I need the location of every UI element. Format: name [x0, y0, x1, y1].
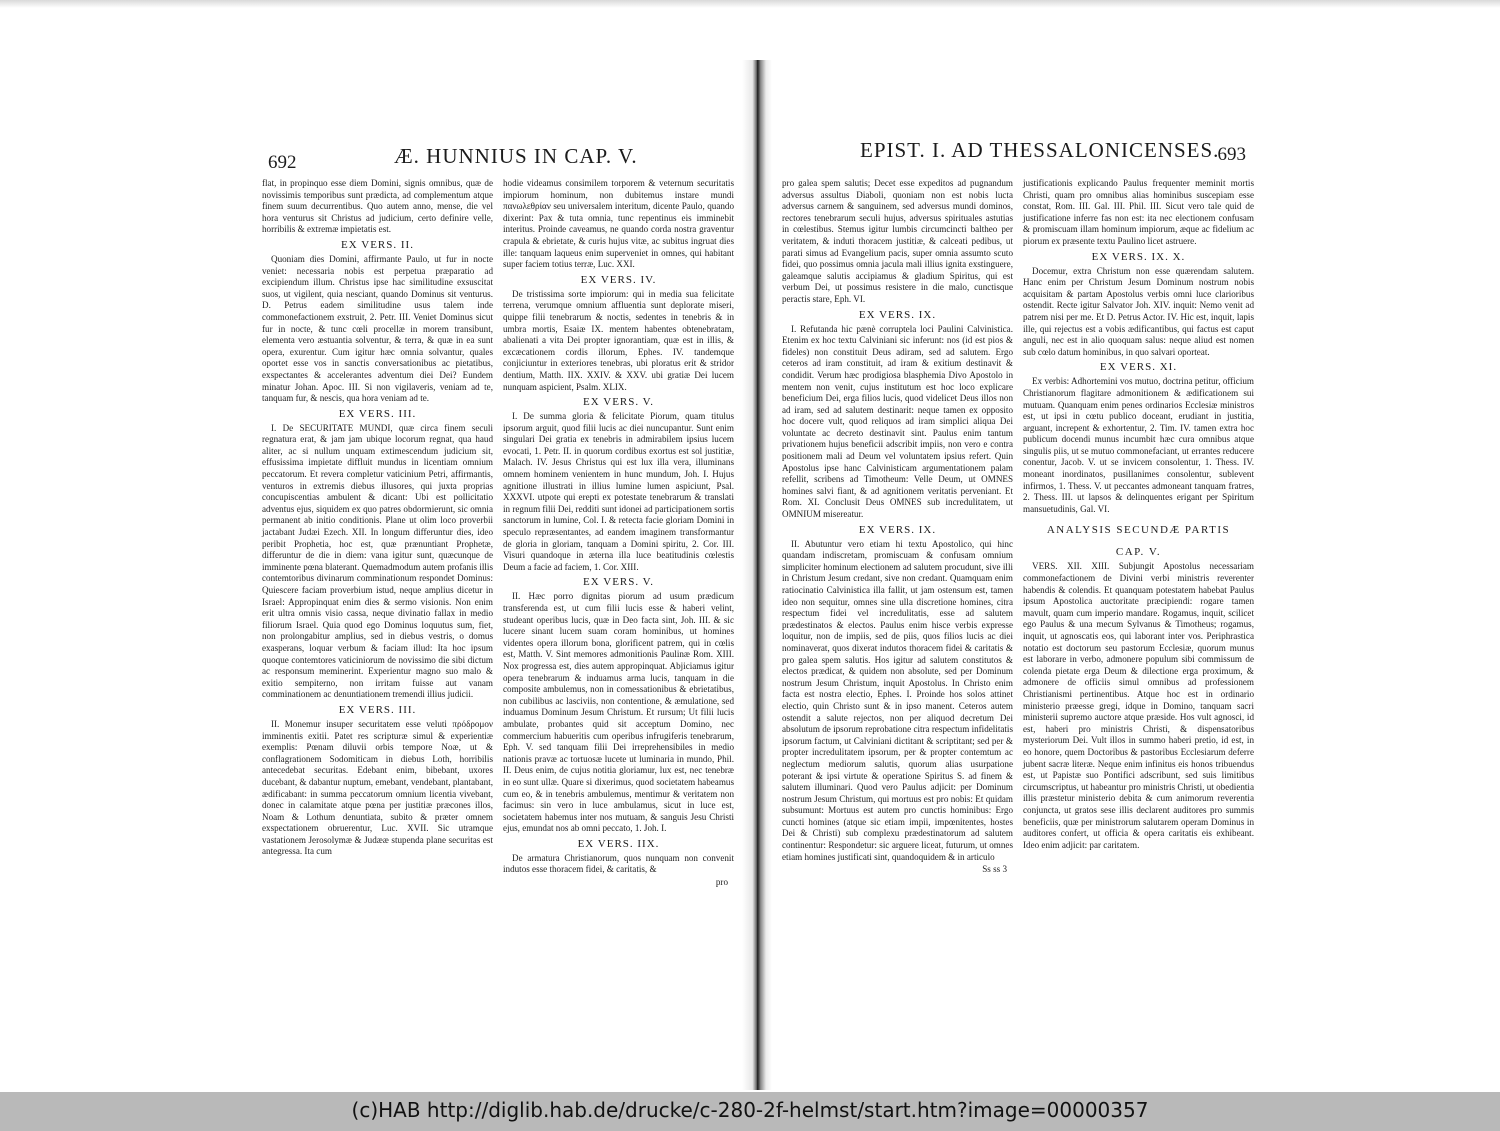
verse-heading: EX VERS. IX.	[858, 308, 937, 321]
paragraph: flat, in propinquo esse diem Domini, signis omnibus, quæ de novissimis temporibus sunt prædicta, ad complementum atque finem suum decurrentibus. Quo autem anno, mense, die vel hora venturus sit Christus ad judicium, certo definire velle, horribilis & extremæ impietatis est.	[262, 178, 493, 235]
left-page-number: 692	[268, 152, 297, 173]
scan-edge	[0, 0, 1500, 8]
paragraph: justificationis explicando Paulus frequenter meminit mortis Christi, quam pro omnibus alias hominibus suscepiam esse constat, Rom. III. Gal. III. Phil. III. Sicut vero tale quid de justificatione inferre fas non est: ita nec electionem confusam & promiscuam illam hominum impiorum, æque ac fidelium ac piorum ex præsente textu Paulino licet astruere.	[1023, 178, 1254, 246]
paragraph: pro galea spem salutis; Decet esse expeditos ad pugnandum adversus assultus Diaboli, quoniam non est nobis lucta adversus carnem & sanguinem, sed adversus mundi dominos, rectores tenebrarum seculi hujus, adversus spirituales astutias in cœlestibus. Stemus igitur lumbis circumcincti baltheo per veritatem, & induti thoracem justitiæ, & calceati pedibus, ut parati simus ad Evangelium pacis, super omnia assumto scuto fidei, quo possimus omnia jacula mali illius ignita exstinguere, galeamque salutis accipiamus & gladium Spiritus, qui est verbum Dei, ut possimus resistere in die malo, cunctisque peractis stare, Eph. VI.	[782, 178, 1013, 304]
copyright-url: (c)HAB http://diglib.hab.de/drucke/c-280-2f-helmst/start.htm?image=00000357	[351, 1098, 1149, 1122]
verse-heading: EX VERS. III.	[338, 407, 417, 420]
paragraph: II. Monemur insuper securitatem esse veluti πρόδρομον imminentis exitii. Patet res scripturæ simul & experientiæ exemplis: Pœnam diluvii orbis tempore Noæ, ut & conflagrationem Sodomiticam in diebus Loth, horribilis antecedebat securitas. Edebant enim, bibebant, uxores ducebant, & dabantur nuptum, emebant, vendebant, plantabant, ædificabant: in summa peccatorum omnium licentia vivebant, donec in calamitate atque pœna per justitiæ præcones illos, Noam & Lothum denuntiata, subito & præter omnem exspectationem obruerentur, Luc. XVII. Sic utramque vastationem Jerosolymæ & Judææ stupenda plane securitas est antegressa. Ita cum	[262, 718, 493, 857]
book-gutter	[742, 60, 772, 1090]
footer-bar	[0, 1092, 1500, 1131]
right-page	[782, 130, 1254, 1071]
left-running-head: Æ. HUNNIUS IN CAP. V.	[394, 144, 638, 168]
section-heading: CAP. V.	[1115, 546, 1162, 559]
paragraph: I. Refutanda hic pænè corruptela loci Paulini Calvinistica. Etenim ex hoc textu Calviniani sic inferunt: nos (id est pios & fideles) non constituit Deus adiram, sed ad salutem. Ergo ceteros ad iram constituit, ad iram & exitium destinavit & condidit. Verum hæc prodigiosa blasphemia Divo Apostolo in mentem non venit, cujus institutum est hoc loco explicare beneficium Dei, erga filios lucis, quod videlicet Deus illos non ad iram, sed ad salutem destinarit: neque tamen ex opposito hoc docere vult, quod reliquos ad iram simplici aliqua Dei voluntate ac decreto destinavit sint. Paulus enim tantum privationem hujus beneficii adscribit impiis, non vero e contra positionem mali ad Deum vel voluntatem ipsius refert. Quin Apostolus ipse hanc Calvinisticam argumentationem palam refellit, scribens ad Timotheum: Velle Deum, ut OMNES homines salvi fiant, & ad agnitionem veritatis perveniant. Et Rom. XI. Conclusit Deus OMNES sub incredulitatem, ut OMNIUM misereatur.	[782, 323, 1013, 520]
paragraph: hodie videamus consimilem torporem & veternum securitatis impiorum hominum, non dubitemus instare mundi πανωλεθρίαν seu universalem interitum, dicente Paulo, quando dixerint: Pax & tuta omnia, tunc repentinus eis imminebit interitus. Proinde caveamus, ne quando corda nostra graventur crapula & ebrietate, & curis hujus vitæ, ac subitus ingruat dies ille: tanquam laqueus enim superveniet in omnes, qui habitant super faciem totius terræ, Luc. XXI.	[503, 178, 734, 270]
verse-heading: EX VERS. IV.	[580, 273, 657, 286]
catchword: Ss ss 3	[982, 864, 1007, 875]
right-page-header	[782, 130, 1248, 178]
right-page-column-1	[782, 178, 1013, 876]
left-page-header	[262, 130, 734, 178]
verse-heading: EX VERS. IIX.	[577, 837, 660, 850]
verse-heading: EX VERS. V.	[583, 396, 654, 409]
verse-heading: EX VERS. III.	[338, 703, 417, 716]
right-page-column-2	[1023, 178, 1254, 876]
paragraph: Docemur, extra Christum non esse quærendam salutem. Hanc enim per Christum Jesum Dominum nostrum nobis acquisitam & partam Apostolus verbis omni luce clarioribus ostendit. Recte igitur Salvator Joh. XIV. inquit: Nemo venit ad patrem nisi per me. Et D. Petrus Actor. IV. Hic est, inquit, lapis ille, qui rejectus est a vobis ædificantibus, qui factus est caput anguli, nec est in alio quoquam salus: neque aliud est nomen sub cœlo datum hominibus, in quo salvari oporteat.	[1023, 265, 1254, 357]
verse-heading: EX VERS. IX.	[858, 523, 937, 536]
catchword: pro	[715, 877, 728, 888]
paragraph: De armatura Christianorum, quos nunquam non convenit indutos esse thoracem fidei, & caritatis, &	[503, 852, 734, 875]
right-running-head: EPIST. I. AD THESSALONICENSES.	[860, 138, 1220, 162]
right-page-number: 693	[1217, 144, 1246, 165]
verse-heading: EX VERS. V.	[583, 576, 654, 589]
verse-heading: EX VERS. XI.	[1099, 361, 1178, 374]
paragraph: VERS. XII. XIII. Subjungit Apostolus necessariam commonefactionem de Divini verbi ministris reverenter habendis & colendis. Et quanquam potestatem habebat Paulus ipsum Apostolica auctoritate præcipiendi: rogare tamen mavult, quam cum imperio mandare. Rogamus, inquit, scilicet ego Paulus & una mecum Sylvanus & Timotheus; rogamus, inquit, ut agnoscatis eos, qui laborant inter vos. Periphrastica notatio est doctorum seu pastorum Ecclesiæ, quorum munus est laborare in verbo, admonere populum sibi commissum de colenda pietate erga Deum & dilectione erga proximum, & admonere de officiis simul omnibus ad professionem Christianismi pertinentibus. Atque hoc est in ordinario ministerio præesse gregi, idque in Domino, tanquam sacri ministerii supremo auctore atque præside. Hos vult agnosci, id est, haberi pro ministris Christi, & dispensatoribus mysteriorum Dei. Vult illos in summo haberi pretio, id est, in eo honore, quem Doctoribus & pastoribus Ecclesiarum deferre jubent sacræ literæ. Neque enim infinitus eis honos tribuendus est, ut Papistæ suo Pontifici adscribunt, sed suis limitibus circumscriptus, ut habeantur pro ministris Christi, ut obedientia illis præstetur ministerio debita & cum animorum reverentia conjuncta, ut gratos sese illis declarent auditores pro summis beneficiis, quæ per ministrorum salutarem operam Dominus in auditores confert, ut officia & opera caritatis eis exhibeant. Ideo enim adjicit: par caritatem.	[1023, 561, 1254, 850]
section-heading: ANALYSIS SECUNDÆ PARTIS	[1046, 524, 1231, 537]
left-page-column-2	[503, 178, 734, 889]
paragraph: Ex verbis: Adhortemini vos mutuo, doctrina petitur, officium Christianorum flagitare admonitionem & ædificationem sui mutuam. Quanquam enim penes ordinarios Ecclesiæ ministros est, ut ipsi in cœtu publico doceant, erudiant in justitia, arguant, increpent & exhortentur, 2. Tim. IV. tamen extra hoc publicum docendi munus incumbit hæc cura omnibus atque singulis piis, ut se mutuo commonefaciant, ut errantes reducere conentur, Jacob. V. ut se invicem consolentur, 1. Thess. IV. moneant inordinatos, pusillanimes consolentur, sublevent infirmos, 1. Thess. V. ut peccantes admoneant tanquam fratres, 2. Thess. III. ut lapsos & delinquentes erigant per Spiritum mansuetudinis, Gal. VI.	[1023, 376, 1254, 514]
paragraph: Quoniam dies Domini, affirmante Paulo, ut fur in nocte veniet: necessaria nobis est perpetua præparatio ad excipiendum illum. Christus ipse hac similitudine exsuscitat suos, ut vigilent, quia nesciant, quando Dominus sit venturus. D. Petrus eadem similitudine usus talem inde commonefactionem exstruit, 2. Petr. III. Veniet Dominus sicut fur in nocte, & tunc cœli procellæ in morem transibunt, elementa vero æstuantia solventur, & terra, & quæ in ea sunt opera, exurentur. Cum igitur hæc omnia solvantur, quales oportet esse vos in sanctis conversationibus ac pietatibus, exspectantes & accelerantes adventum diei Dei? Eundem minatur Johan. Apoc. III. Si non vigilaveris, veniam ad te, tanquam fur, & nescis, qua hora veniam ad te.	[262, 253, 493, 404]
verse-heading: EX VERS. IX. X.	[1091, 250, 1186, 263]
paragraph: II. Hæc porro dignitas piorum ad usum prædicum transferenda est, ut cum filii lucis esse & haberi velint, studeant operibus lucis, quæ in Deo facta sint, Joh. III. & sic lucere sinant lucem suam coram hominibus, ut homines videntes opera illorum bona, glorificent patrem, qui in cœlis est, Matth. V. Sint memores admonitionis Paulinæ Rom. XIII. Nox progressa est, dies autem appropinquat. Abjiciamus igitur opera tenebrarum & induamus arma lucis, tanquam in die composite ambulemus, non in comessationibus & ebrietatibus, non cubilibus ac lasciviis, non contentione, & æmulatione, sed induamus Dominum Jesum Christum. Et rursum; Ut filii lucis ambulate, probantes quid sit acceptum Domino, nec commercium habueritis cum operibus infrugiferis tenebrarum, Eph. V. sed tanquam filii Dei irreprehensibiles in medio nationis pravæ ac tortuosæ lucete ut luminaria in mundo, Phil. II. Deus enim, de cujus notitia gloriamur, lux est, nec tenebræ in eo sunt ullæ. Quare si dixerimus, quod societatem habeamus cum eo, & in tenebris ambulemus, mentimur & veritatem non facimus: sin vero in luce ambulamus, sicut in luce est, societatem habemus inter nos mutuam, & sanguis Jesu Christi ejus, emundat nos ab omni peccato, 1. Joh. I.	[503, 591, 734, 834]
verse-heading: EX VERS. II.	[341, 238, 414, 251]
paragraph: I. De SECURITATE MUNDI, quæ circa finem seculi regnatura erat, & jam jam ubique locorum regnat, qua haud aliter, ac si nullum unquam extimescendum judicium sit, effusissima impietate diffluit mundus in licentiam omnium peccatorum. Et revera completur vaticinium Petri, affirmantis, venturos in extremis diebus illusores, qui juxta proprias concupiscentias ambulent & dicant: Ubi est pollicitatio adventus ejus, siquidem ex quo patres obdormierunt, sic omnia permanent ab initio conditionis. Plane ut olim loco proverbii jactabant Judæi Ezech. XII. In longum differuntur dies, ideo peribit Prophetia, hoc est, quæ prænuntiant Prophetæ, differuntur de die in diem: vana igitur sunt, quæcunque de imminente pœna blaterant. Quemadmodum autem profanis illis contemtoribus divinarum comminationum respondet Dominus: Quiescere faciam proverbium istud, neque amplius dicetur in Israel: Appropinquat enim dies & sermo visionis. Non enim erit ultra omnis visio cassa, neque divinatio fallax in medio filiorum Israel. Quia quod ego Dominus loquutus sum, fiet, non prolongabitur amplius, sed in diebus vestris, o domus exasperans, loquar verbum & faciam illud: Ita hoc ipsum quoque contemtores vaticiniorum de novissimo die sibi dictum ac responsum meminerint. Experientur magno suo malo & exitio sempiterno, non irritam fuisse aut vanam comminationem ac denuntiationem tremendi illius judicii.	[262, 422, 493, 700]
paragraph: De tristissima sorte impiorum: qui in media sua felicitate terrena, verumque omnium affluentia sunt deplorate miseri, quippe filii tenebrarum & noctis, sedentes in tenebris & in umbra mortis, Esaiæ IX. mentem habentes obtenebratam, abalienati a vita Dei propter ignorantiam, quæ est in illis, & excæcationem cordis illorum, Ephes. IV. tandemque conjiciuntur in exteriores tenebras, ubi ploratus erit & stridor dentium, Matth. IIX. XXIV. & XXV. ubi gratiæ Dei lucem nunquam aspicient, Psalm. XLIX.	[503, 288, 734, 392]
paragraph: II. Abutuntur vero etiam hi textu Apostolico, qui hinc quandam indiscretam, promiscuam & confusam omnium simpliciter hominum electionem ad salutem procudunt, sive illi in Christum Jesum credant, sive non credant. Quamquam enim ratiocinatio Calvinistica illa fallit, ut jam ostensum est, tamen ideo non sequitur, omnes sine ulla discretione homines, citra respectum fidei vel incredulitatis, esse ad salutem prædestinatos & electos. Paulus enim hisce verbis expresse loquitur, non de impiis, sed de piis, quos filios lucis ac diei nominaverat, quos dixerat indutos thoracem fidei & caritatis & pro galea spem salutis. Hos igitur ad salutem constitutos & electos prædicat, & quidem non absolute, sed per Dominum nostrum Jesum Christum, inquit Apostolus. In Christo enim facta est nostra electio, Ephes. I. Proinde hos solos attinet electio, quin Christo sunt & in ipso manent. Ceteros autem ostendit a salute rejectos, non per aliquod decretum Dei absolutum de ipsorum reprobatione citra respectum infidelitatis ipsorum factum, ut Calviniani dictitant & scriptitant; sed per & propter incredulitatem ipsorum, per & propter contemtum ac neglectum mediorum salutis, quorum alias usurpatione poterant & ipsi virtute & operatione Spiritus S. ad finem & salutem illuminari. Quod vero Paulus adjicit: per Dominum nostrum Jesum Christum, qui mortuus est pro nobis: Et quidam subsumunt: Mortuus est autem pro cunctis hominibus: Ergo cuncti homines (atque sic etiam impii, impœnitentes, hostes Dei & Christi) sub complexu prædestinatorum ad salutem continentur: Respondetur: sic arguere liceat, futurum, ut omnes etiam homines justificati sint, quandoquidem & in articulo	[782, 538, 1013, 862]
left-page-column-1	[262, 178, 493, 889]
left-page	[262, 130, 734, 1071]
paragraph: I. De summa gloria & felicitate Piorum, quam titulus ipsorum arguit, quod filii lucis ac diei nuncupantur. Sunt enim singulari Dei gratia ex tenebris in admirabilem ipsius lucem evocati, 1. Petr. II. in quorum cordibus exortus est sol justitiæ, Malach. IV. Jesus Christus qui est lux illa vera, illuminans omnem hominem venientem in hunc mundum, Joh. I. Hujus agnitione illustrati in illius lumine lumen aspiciunt, Psal. XXXVI. utpote qui erepti ex potestate tenebrarum & translati in regnum filii Dei, redditi sunt idonei ad participationem sortis sanctorum in lumine, Col. I. & retecta facie gloriam Domini in speculo repræsentantes, ad eandem imaginem transformantur de gloria in gloriam, tanquam a Domini spiritu, 2. Cor. III. Visuri quandoque in æterna illa luce beatitudinis cœlestis Deum a facie ad faciem, 1. Cor. XIII.	[503, 411, 734, 572]
